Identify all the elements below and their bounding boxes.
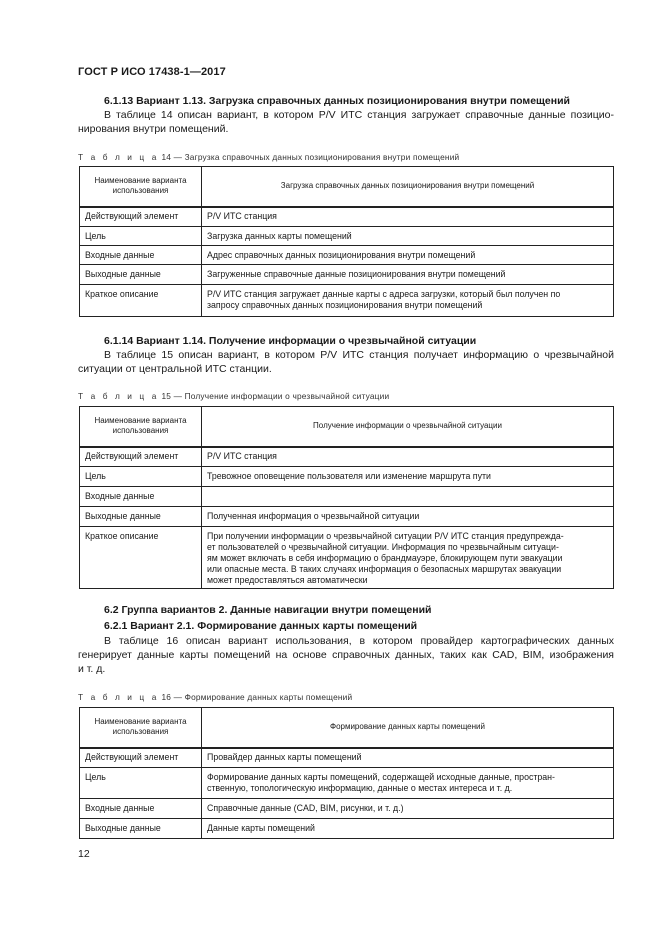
paragraph-line: нирования внутри помещений. [78,123,229,135]
caption-text: 16 — Формирование данных карты помещений [161,692,353,702]
value-line: ственную, топологическую информацию, данные о местах интереса и т. д. [207,783,513,793]
row-label: Входные данные [80,799,202,819]
table-15-caption [78,391,389,401]
row-label: Действующий элемент [80,447,202,467]
section-6-1-13-paragraph [78,108,614,136]
paragraph-line: ситуации от центральной ИТС станции. [78,363,272,375]
row-label: Входные данные [80,246,202,265]
section-6-1-13-heading: 6.1.13 Вариант 1.13. Загрузка справочных данных позиционирования внутри помещений [104,95,570,107]
row-label: Выходные данные [80,819,202,839]
paragraph-line: и т. д. [78,663,106,675]
caption-prefix: Т а б л и ц а [78,152,159,162]
row-label: Цель [80,768,202,799]
row-value: Загруженные справочные данные позиционирования внутри помещений [202,265,614,285]
row-label: Цель [80,227,202,246]
value-line: ям может включать в себя информацию о брандмауэре, блокирующем пути эвакуации [207,553,563,563]
table-row [80,246,614,265]
row-value [202,527,614,589]
row-value: Провайдер данных карты помещений [202,748,614,768]
table-row [80,447,614,467]
section-6-1-14-heading: 6.1.14 Вариант 1.14. Получение информации о чрезвычайной ситуации [104,335,477,347]
table-head-right: Формирование данных карты помещений [202,708,614,748]
row-value [202,487,614,507]
table-row [80,265,614,285]
table-row [80,487,614,507]
caption-text: 15 — Получение информации о чрезвычайной ситуации [161,391,390,401]
row-value: P/V ИТС станция [202,207,614,227]
section-6-2-1-heading: 6.2.1 Вариант 2.1. Формирование данных карты помещений [104,620,418,632]
table-row [80,527,614,589]
table-row [80,748,614,768]
row-value [202,768,614,799]
section-6-1-14-paragraph [78,348,614,376]
table-row [80,285,614,317]
table-head-left: Наименование варианта использования [80,708,202,748]
section-6-2-1-paragraph [78,634,614,676]
row-label: Выходные данные [80,507,202,527]
paragraph-line: В таблице 16 описан вариант использования, в котором провайдер картографических данных [104,635,614,647]
table-row [80,207,614,227]
value-line: Формирование данных карты помещений, содержащей исходные данные, простран- [207,772,555,782]
caption-text: 14 — Загрузка справочных данных позиционирования внутри помещений [161,152,460,162]
value-line: При получении информации о чрезвычайной ситуации P/V ИТС станция предупрежда- [207,531,564,541]
row-value: Справочные данные (CAD, BIM, рисунки, и т. д.) [202,799,614,819]
value-line: запросу справочных данных позиционирования внутри помещений [207,300,483,310]
value-line: может предоставляться автоматически [207,575,368,585]
value-line: или опасные места. В таких случаях информация о безопасных маршрутах эвакуации [207,564,562,574]
table-row [80,799,614,819]
row-label: Выходные данные [80,265,202,285]
caption-prefix: Т а б л и ц а [78,391,159,401]
caption-prefix: Т а б л и ц а [78,692,159,702]
table-head-left: Наименование варианта использования [80,407,202,447]
paragraph-line: В таблице 14 описан вариант, в котором P/V ИТС станция загружает справочные данные позицио- [104,109,614,121]
row-value [202,285,614,317]
value-line: P/V ИТС станция загружает данные карты с адреса загрузки, который был получен по [207,289,561,299]
standard-header: ГОСТ Р ИСО 17438-1—2017 [78,66,226,78]
row-value: Полученная информация о чрезвычайной ситуации [202,507,614,527]
row-label: Входные данные [80,487,202,507]
row-label: Цель [80,467,202,487]
section-6-2-heading: 6.2 Группа вариантов 2. Данные навигации внутри помещений [104,604,432,616]
table-row [80,768,614,799]
row-value: Тревожное оповещение пользователя или изменение маршрута пути [202,467,614,487]
table-head-right: Загрузка справочных данных позиционирования внутри помещений [202,167,614,207]
table-head-left: Наименование варианта использования [80,167,202,207]
row-label: Действующий элемент [80,207,202,227]
paragraph-line: В таблице 15 описан вариант, в котором P/V ИТС станция получает информацию о чрезвычайной [104,349,614,361]
value-line: ет пользователей о чрезвычайной ситуации. Информация по чрезвычайным ситуаци- [207,542,559,552]
row-value: Адрес справочных данных позиционирования внутри помещений [202,246,614,265]
table-row [80,227,614,246]
row-value: Данные карты помещений [202,819,614,839]
page-number: 12 [78,848,90,860]
table-14 [79,166,614,317]
row-value: P/V ИТС станция [202,447,614,467]
row-label: Действующий элемент [80,748,202,768]
table-row [80,507,614,527]
row-label: Краткое описание [80,527,202,589]
table-16 [79,707,614,839]
table-head-right: Получение информации о чрезвычайной ситуации [202,407,614,447]
table-14-caption [78,152,459,162]
table-row [80,467,614,487]
table-15 [79,406,614,589]
table-16-caption [78,692,352,702]
row-label: Краткое описание [80,285,202,317]
table-row [80,819,614,839]
row-value: Загрузка данных карты помещений [202,227,614,246]
paragraph-line: генерирует данные карты помещений на основе справочных данных, таких как CAD, BIM, изображения [78,649,614,661]
